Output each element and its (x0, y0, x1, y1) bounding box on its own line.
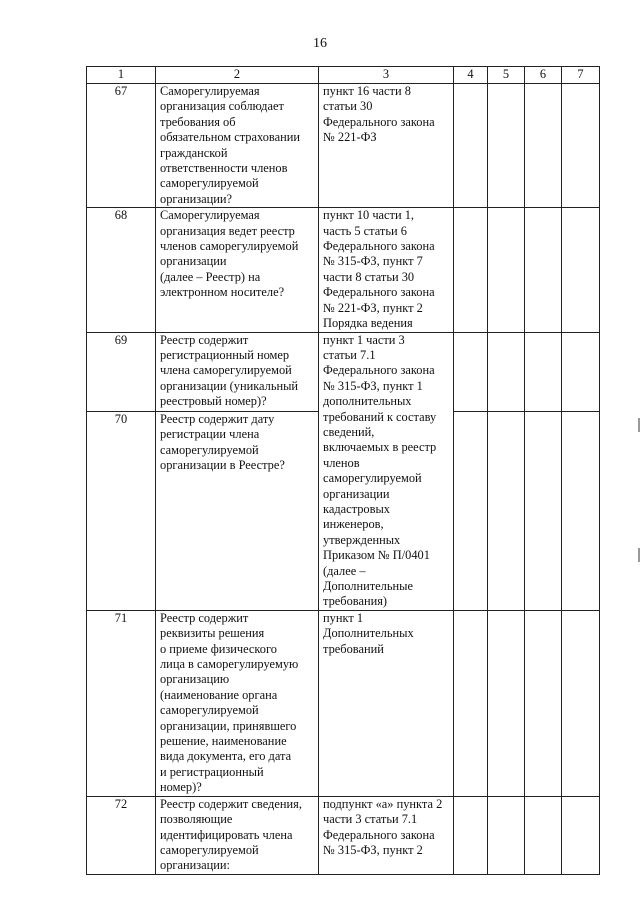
empty-cell (525, 208, 562, 332)
empty-cell (562, 208, 600, 332)
reference-cell (319, 332, 454, 610)
empty-cell (488, 84, 525, 208)
reference-cell (319, 84, 454, 208)
empty-cell (525, 84, 562, 208)
empty-cell (562, 610, 600, 796)
row-number: 68 (87, 208, 156, 332)
empty-cell (488, 208, 525, 332)
empty-cell (454, 332, 488, 412)
column-header-2: 2 (156, 67, 319, 84)
reference-text: пункт 16 части 8 статьи 30 Федерального закона № 221-ФЗ (323, 84, 435, 145)
question-text: Реестр содержит реквизиты решения о приеме физического лица в саморегулируемую организацию (наименование органа саморегулируемой организации, принявшего решение, наименование вида документа, его дата и регистрационный номер)? (160, 610, 299, 795)
empty-cell (488, 332, 525, 412)
row-number: 69 (87, 332, 156, 412)
question-text: Реестр содержит дату регистрации члена саморегулируемой организации в Реестре? (160, 412, 285, 473)
column-header-6: 6 (525, 67, 562, 84)
empty-cell (454, 610, 488, 796)
empty-cell (562, 332, 600, 412)
checklist-table (86, 66, 600, 875)
empty-cell (488, 610, 525, 796)
table-row (87, 84, 600, 208)
question-text: Реестр содержит сведения, позволяющие идентифицировать члена саморегулируемой организации: (160, 796, 302, 873)
reference-text: подпункт «а» пункта 2 части 3 статьи 7.1 Федерального закона № 315-ФЗ, пункт 2 (323, 796, 443, 857)
question-cell (156, 796, 319, 874)
empty-cell (525, 332, 562, 412)
table-header-row (87, 67, 600, 84)
empty-cell (454, 796, 488, 874)
page-number: 16 (313, 36, 327, 51)
question-text: Реестр содержит регистрационный номер члена саморегулируемой организации (уникальный реестровый номер)? (160, 332, 299, 409)
table-row (87, 332, 600, 412)
reference-text: пункт 10 части 1, часть 5 статьи 6 Федерального закона № 315-ФЗ, пункт 7 части 8 статьи 30 Федерального закона № 221-ФЗ, пункт 2 Порядка ведения (323, 208, 435, 331)
reference-cell (319, 796, 454, 874)
table-row (87, 796, 600, 874)
row-number: 70 (87, 412, 156, 611)
question-cell (156, 208, 319, 332)
question-cell (156, 412, 319, 611)
question-text: Саморегулируемая организация ведет реестр членов саморегулируемой организации (далее – Реестр) на электронном носителе? (160, 208, 299, 300)
empty-cell (525, 610, 562, 796)
column-header-4: 4 (454, 67, 488, 84)
empty-cell (562, 796, 600, 874)
column-header-5: 5 (488, 67, 525, 84)
empty-cell (454, 84, 488, 208)
empty-cell (454, 412, 488, 611)
empty-cell (525, 412, 562, 611)
empty-cell (525, 796, 562, 874)
question-cell (156, 610, 319, 796)
row-number: 71 (87, 610, 156, 796)
row-number: 67 (87, 84, 156, 208)
table-row (87, 208, 600, 332)
empty-cell (488, 796, 525, 874)
question-cell (156, 332, 319, 412)
reference-cell (319, 208, 454, 332)
column-header-3: 3 (319, 67, 454, 84)
reference-text: пункт 1 Дополнительных требований (323, 610, 414, 656)
row-number: 72 (87, 796, 156, 874)
empty-cell (454, 208, 488, 332)
empty-cell (488, 412, 525, 611)
reference-cell (319, 610, 454, 796)
question-cell (156, 84, 319, 208)
column-header-7: 7 (562, 67, 600, 84)
empty-cell (562, 84, 600, 208)
question-text: Саморегулируемая организация соблюдает требования об обязательном страховании гражданской ответственности членов саморегулируемой организации? (160, 84, 300, 206)
column-header-1: 1 (87, 67, 156, 84)
table-row (87, 610, 600, 796)
reference-text: пункт 1 части 3 статьи 7.1 Федерального закона № 315-ФЗ, пункт 1 дополнительных требований к составу сведений, включаемых в реестр членов саморегулируемой организации кадастровых инженеров, утвержденных Приказом № П/0401 (далее – Дополнительные требования) (323, 332, 437, 609)
empty-cell (562, 412, 600, 611)
